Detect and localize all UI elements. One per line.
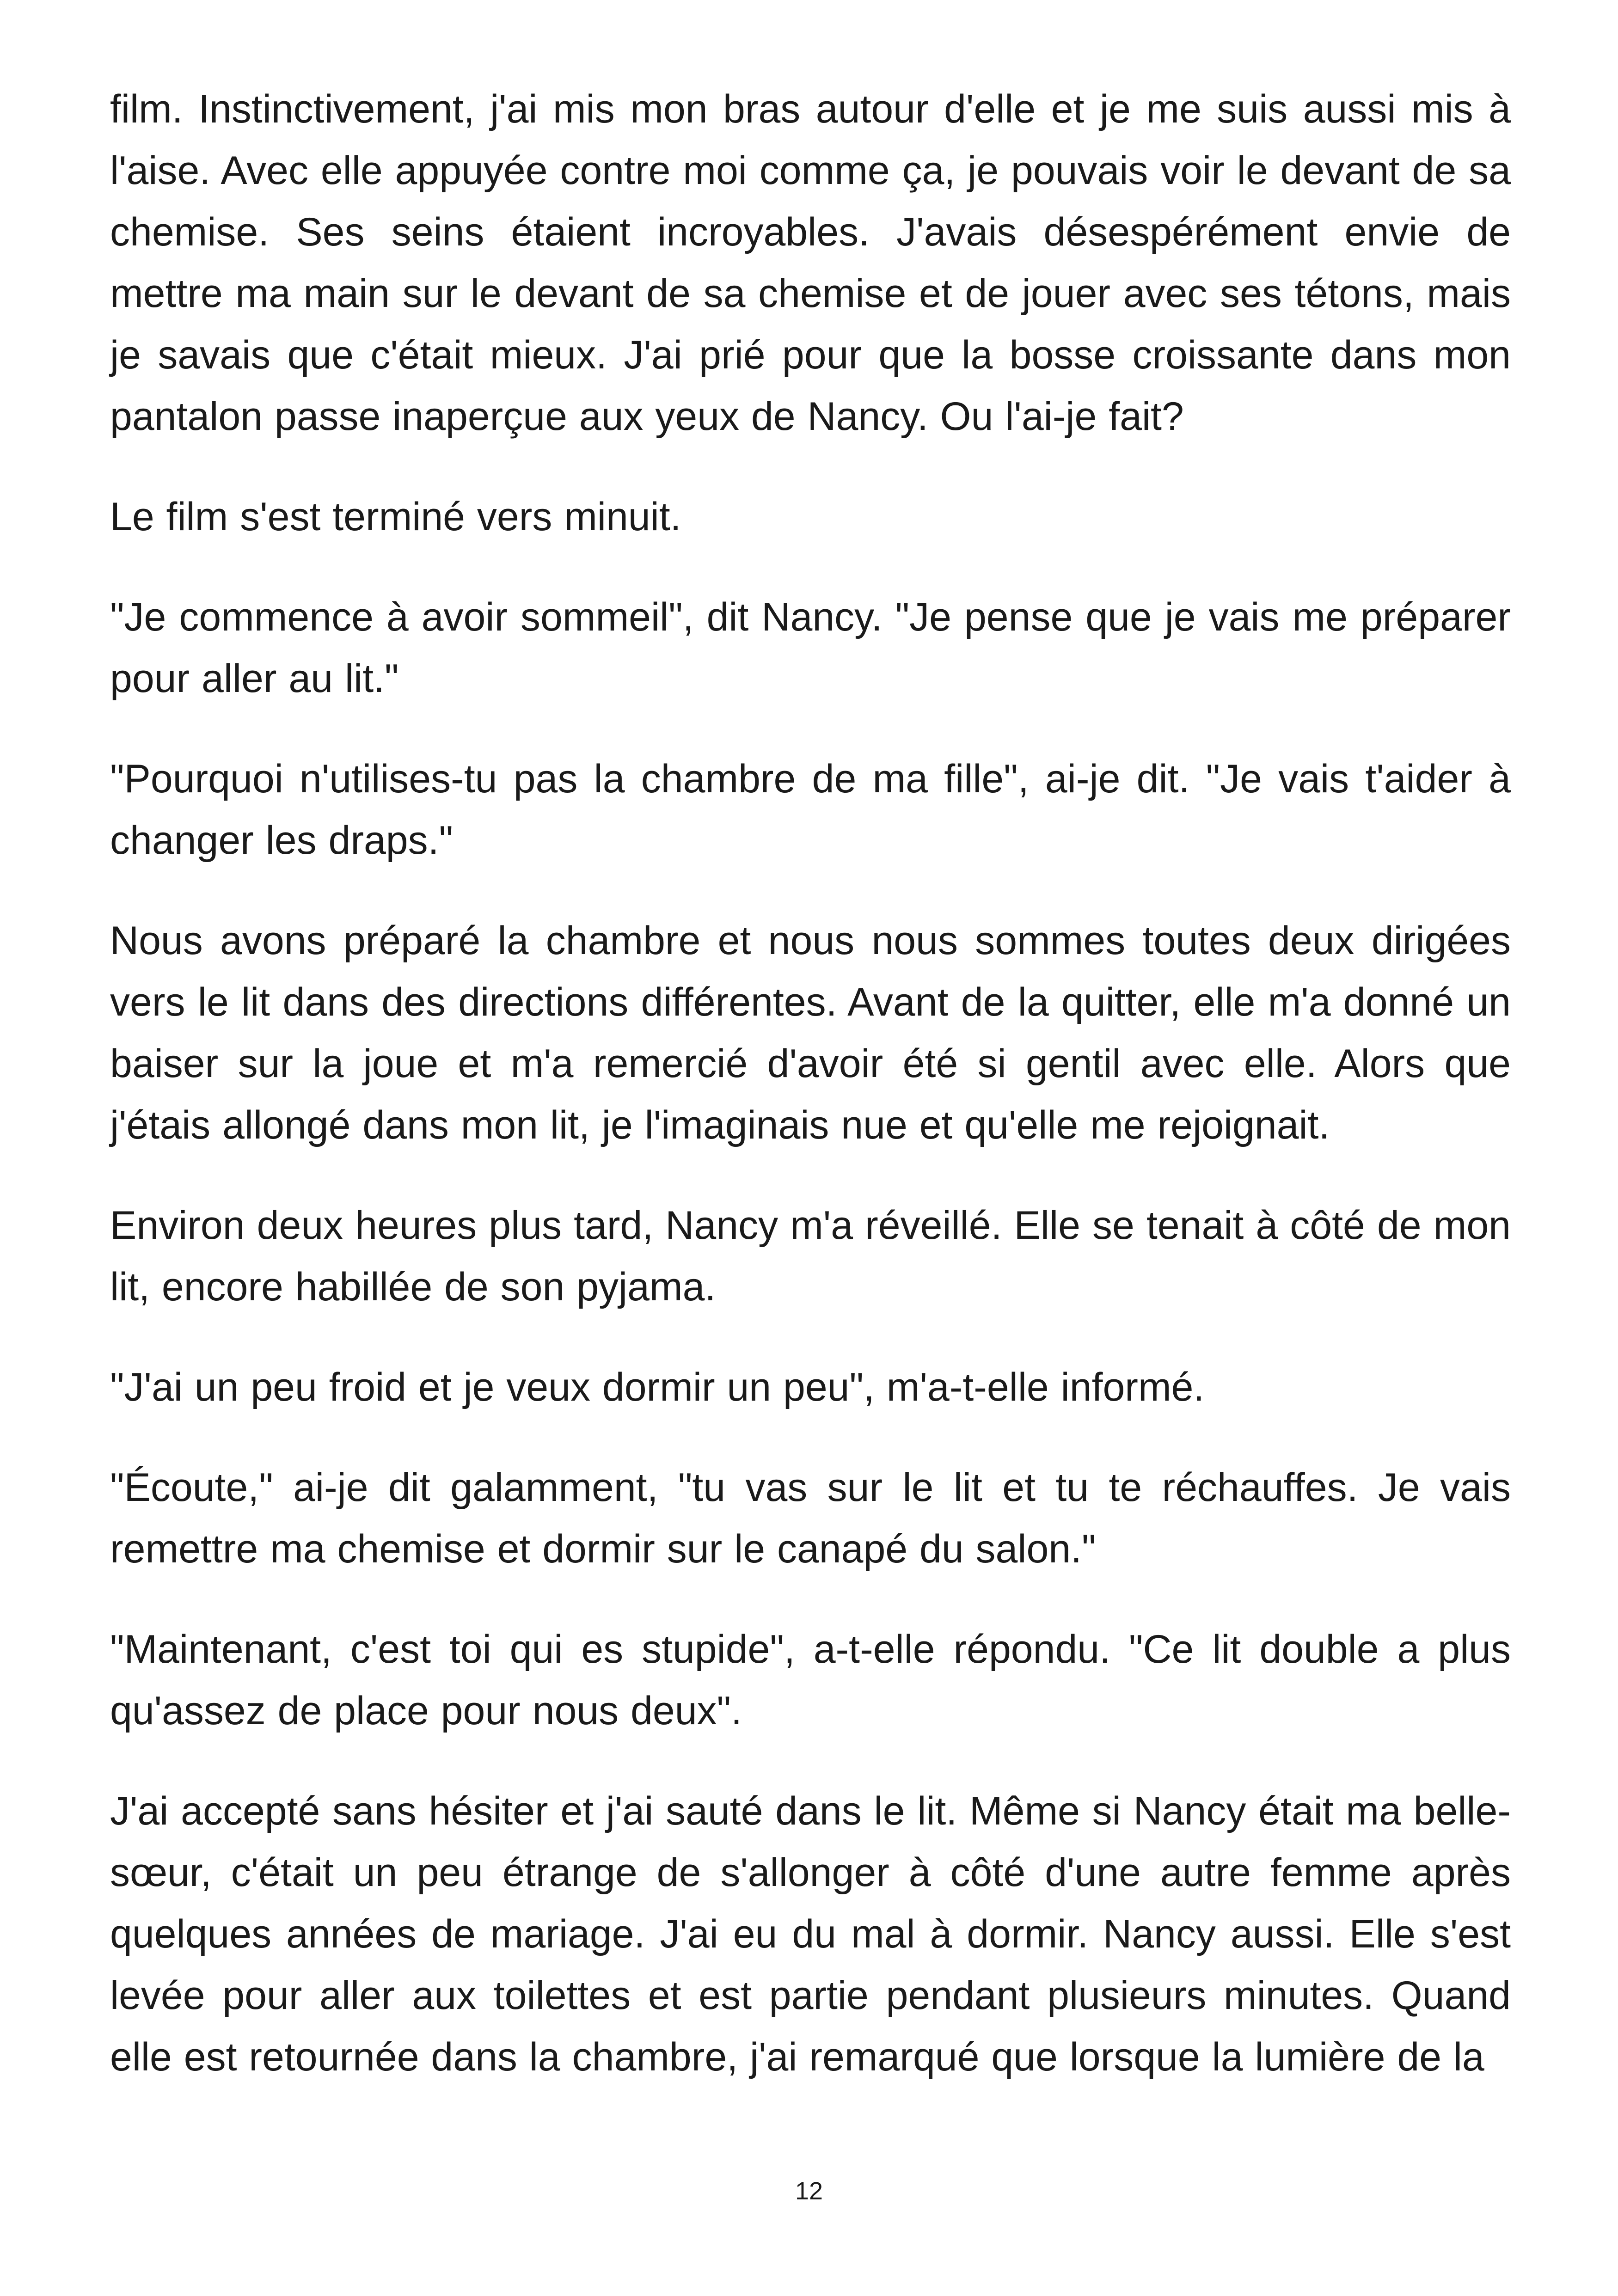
paragraph: Le film s'est terminé vers minuit. (110, 495, 681, 539)
paragraph: Nous avons préparé la chambre et nous nous sommes toutes deux dirigées vers le lit dans des directions différentes. Avant de la quitter, elle m'a donné un baiser sur la joue et m'a remercié d'avoir été si gentil avec elle. Alors que j'étais allongé dans mon lit, je l'imaginais nue et qu'elle me rejoignait. (110, 918, 1511, 1147)
page-number: 12 (795, 2177, 823, 2205)
paragraph: J'ai accepté sans hésiter et j'ai sauté dans le lit. Même si Nancy était ma belle-sœur, c'était un peu étrange de s'allonger à côté d'une autre femme après quelques années de mariage. J'ai eu du mal à dormir. Nancy aussi. Elle s'est levée pour aller aux toilettes et est partie pendant plusieurs minutes. Quand elle est retournée dans la chambre, j'ai remarqué que lorsque la lumière de la (110, 1789, 1511, 2079)
paragraph: "Écoute," ai-je dit galamment, "tu vas sur le lit et tu te réchauffes. Je vais remettre ma chemise et dormir sur le canapé du salon." (110, 1465, 1511, 1571)
paragraph: "J'ai un peu froid et je veux dormir un peu", m'a-t-elle informé. (110, 1365, 1205, 1409)
paragraph: film. Instinctivement, j'ai mis mon bras autour d'elle et je me suis aussi mis à l'aise. Avec elle appuyée contre moi comme ça, je pouvais voir le devant de sa chemise. Ses seins étaient incroyables. J'avais désespérément envie de mettre ma main sur le devant de sa chemise et de jouer avec ses tétons, mais je savais que c'était mieux. J'ai prié pour que la bosse croissante dans mon pantalon passe inaperçue aux yeux de Nancy. Ou l'ai-je fait? (110, 87, 1511, 439)
body-text (110, 79, 1511, 2127)
paragraph: "Je commence à avoir sommeil", dit Nancy. "Je pense que je vais me préparer pour aller au lit." (110, 595, 1511, 701)
paragraph: Environ deux heures plus tard, Nancy m'a réveillé. Elle se tenait à côté de mon lit, encore habillée de son pyjama. (110, 1203, 1511, 1309)
paragraph: "Pourquoi n'utilises-tu pas la chambre de ma fille", ai-je dit. "Je vais t'aider à changer les draps." (110, 757, 1511, 863)
paragraph: "Maintenant, c'est toi qui es stupide", a-t-elle répondu. "Ce lit double a plus qu'assez de place pour nous deux". (110, 1627, 1511, 1733)
